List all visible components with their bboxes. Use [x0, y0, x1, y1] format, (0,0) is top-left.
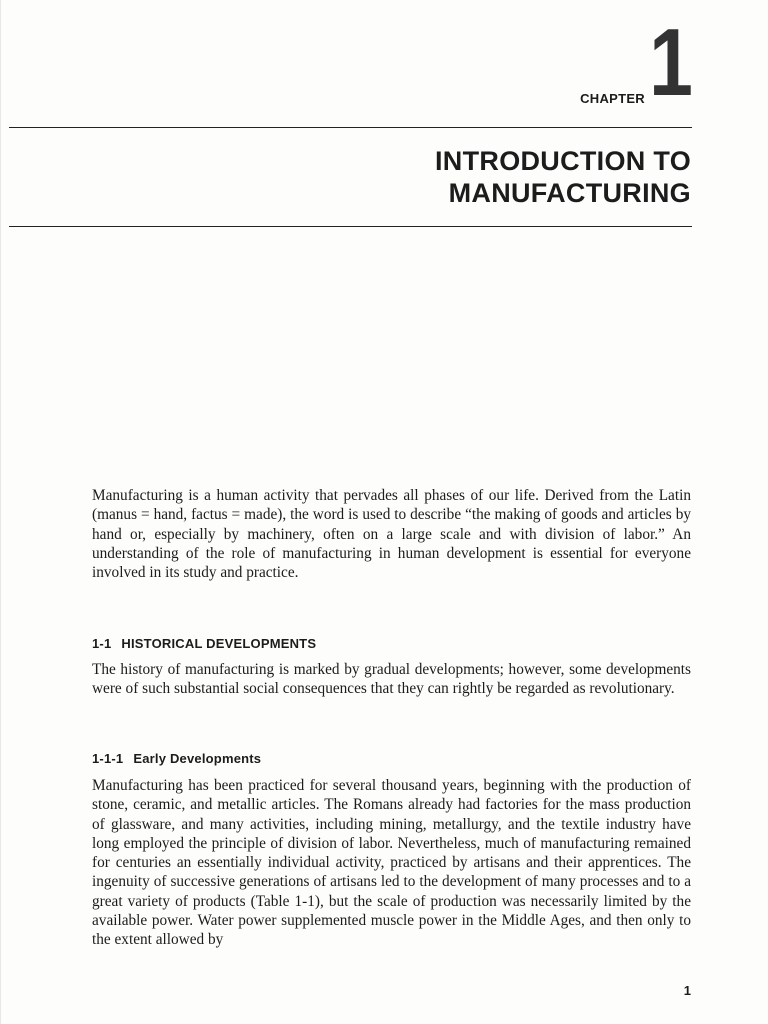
- historical-developments-paragraph: The history of manufacturing is marked by gradual developments; however, some developments were of such substantial social consequences that they can rightly be regarded as revolutionary.: [92, 661, 691, 698]
- chapter-title: [191, 145, 691, 209]
- header-rule-top: [9, 127, 692, 128]
- early-developments-paragraph: Manufacturing has been practiced for several thousand years, beginning with the production of stone, ceramic, and metallic articles. The Romans already had factories for the mass production of glassware, and many activities, including mining, metallurgy, and the textile industry have long employed the principle of division of labor. Nevertheless, much of manufacturing remained for centuries an essentially individual activity, practiced by artisans and their apprentices. The ingenuity of successive generations of artisans led to the development of many processes and to a great variety of products (Table 1-1), but the scale of production was necessarily limited by the available power. Water power supplemented muscle power in the Middle Ages, and then only to the extent allowed by: [92, 777, 691, 949]
- chapter-number: 1: [649, 9, 693, 116]
- subsection-heading-early-developments: [92, 751, 261, 766]
- header-rule-bottom: [9, 226, 692, 227]
- chapter-label: CHAPTER: [580, 91, 645, 106]
- subsection-title: Early Developments: [133, 751, 262, 766]
- chapter-title-line-2: MANUFACTURING: [448, 178, 691, 208]
- section-title: HISTORICAL DEVELOPMENTS: [121, 636, 317, 651]
- page-number: 1: [683, 983, 691, 998]
- section-number: 1-1: [92, 636, 112, 651]
- intro-paragraph: Manufacturing is a human activity that pervades all phases of our life. Derived from the Latin (manus = hand, factus = made), the word is used to describe “the making of goods and articles by hand or, especially by machinery, often on a large scale and with division of labor.” An understanding of the role of manufacturing in human development is essential for everyone involved in its study and practice.: [92, 487, 691, 582]
- chapter-title-line-1: INTRODUCTION TO: [435, 146, 691, 176]
- subsection-number: 1-1-1: [92, 751, 124, 766]
- section-heading-historical-developments: [92, 636, 316, 651]
